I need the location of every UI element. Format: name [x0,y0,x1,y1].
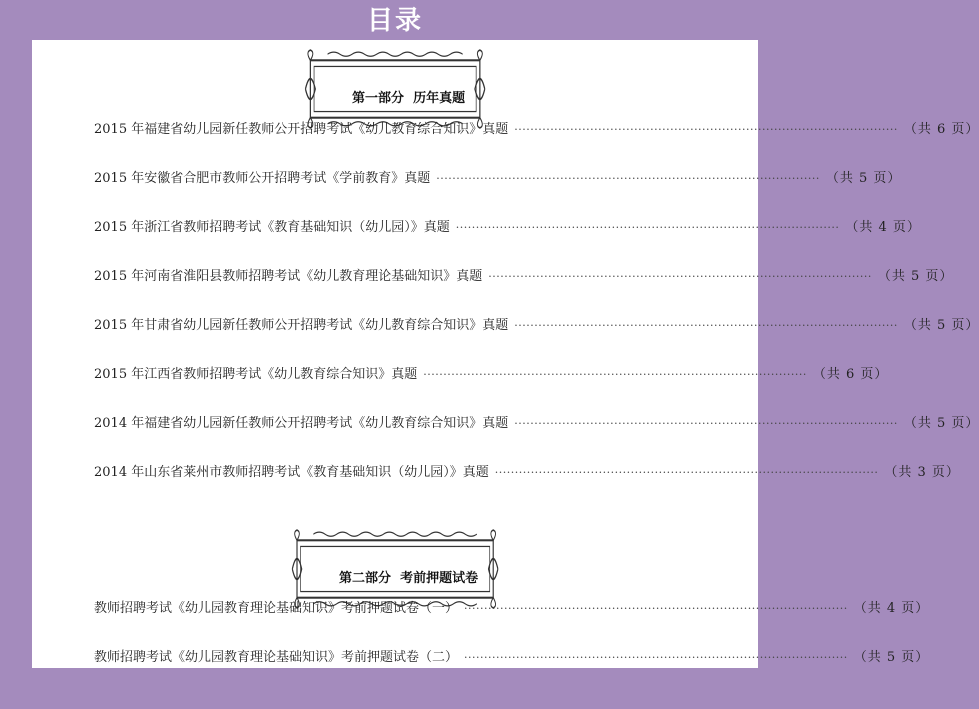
toc-entry-pages: （共 6 页） [812,367,889,382]
toc-entry-pages: （共 4 页） [853,601,930,616]
toc-entry[interactable] [94,363,889,382]
toc-entry[interactable] [94,412,979,431]
toc-entry[interactable] [94,167,902,186]
toc-entry-title: 2015 年江西省教师招聘考试《幼儿教育综合知识》真题 [94,367,418,382]
toc-entry-pages: （共 4 页） [845,220,921,235]
leader-dots: ································································································ [514,123,898,136]
document-page [32,40,979,668]
toc-entry-title: 2014 年福建省幼儿园新任教师公开招聘考试《幼儿教育综合知识》真题 [94,416,509,431]
section-heading-text: 第一部分 历年真题 [352,91,466,106]
leader-dots: ································································································ [464,651,848,664]
toc-entry[interactable] [94,461,960,480]
toc-entry-title: 2015 年浙江省教师招聘考试《教育基础知识（幼儿园）》真题 [94,220,450,235]
toc-list-1 [94,118,979,480]
toc-entry[interactable] [94,118,979,137]
leader-dots: ································································································ [464,602,848,615]
toc-entry-title: 教师招聘考试《幼儿园教育理论基础知识》考前押题试卷（二） [94,650,459,665]
toc-entry-pages: （共 5 页） [903,318,979,333]
toc-entry-pages: （共 5 页） [903,416,979,431]
toc-entry[interactable] [94,216,921,235]
toc-entry[interactable] [94,314,979,333]
section-heading-text: 第二部分 考前押题试卷 [339,571,479,586]
toc-entry-pages: （共 6 页） [903,122,979,137]
leader-dots: ································································································ [488,270,872,283]
toc-entry-title: 2015 年甘肃省幼儿园新任教师公开招聘考试《幼儿教育综合知识》真题 [94,318,509,333]
toc-entry[interactable] [94,265,954,284]
toc-entry-pages: （共 5 页） [825,171,902,186]
leader-dots: ································································································ [514,319,898,332]
toc-entry-title: 2015 年河南省淮阳县教师招聘考试《幼儿教育理论基础知识》真题 [94,269,483,284]
toc-entry[interactable] [94,646,930,665]
toc-entry-pages: （共 5 页） [877,269,954,284]
toc-list-2 [94,597,930,665]
leader-dots: ································································································ [436,172,820,185]
toc-entry[interactable] [94,597,930,616]
toc-entry-title: 教师招聘考试《幼儿园教育理论基础知识》考前押题试卷（一） [94,601,459,616]
toc-entry-pages: （共 5 页） [853,650,930,665]
toc-entry-pages: （共 3 页） [884,465,960,480]
leader-dots: ································································································ [494,466,879,479]
page-title: 目录 [366,6,423,36]
leader-dots: ································································································ [514,417,898,430]
toc-entry-title: 2015 年安徽省合肥市教师公开招聘考试《学前教育》真题 [94,171,431,186]
leader-dots: ································································································ [455,221,840,234]
toc-entry-title: 2015 年福建省幼儿园新任教师公开招聘考试《幼儿教育综合知识》真题 [94,122,509,137]
toc-entry-title: 2014 年山东省莱州市教师招聘考试《教育基础知识（幼儿园）》真题 [94,465,489,480]
leader-dots: ································································································ [423,368,807,381]
